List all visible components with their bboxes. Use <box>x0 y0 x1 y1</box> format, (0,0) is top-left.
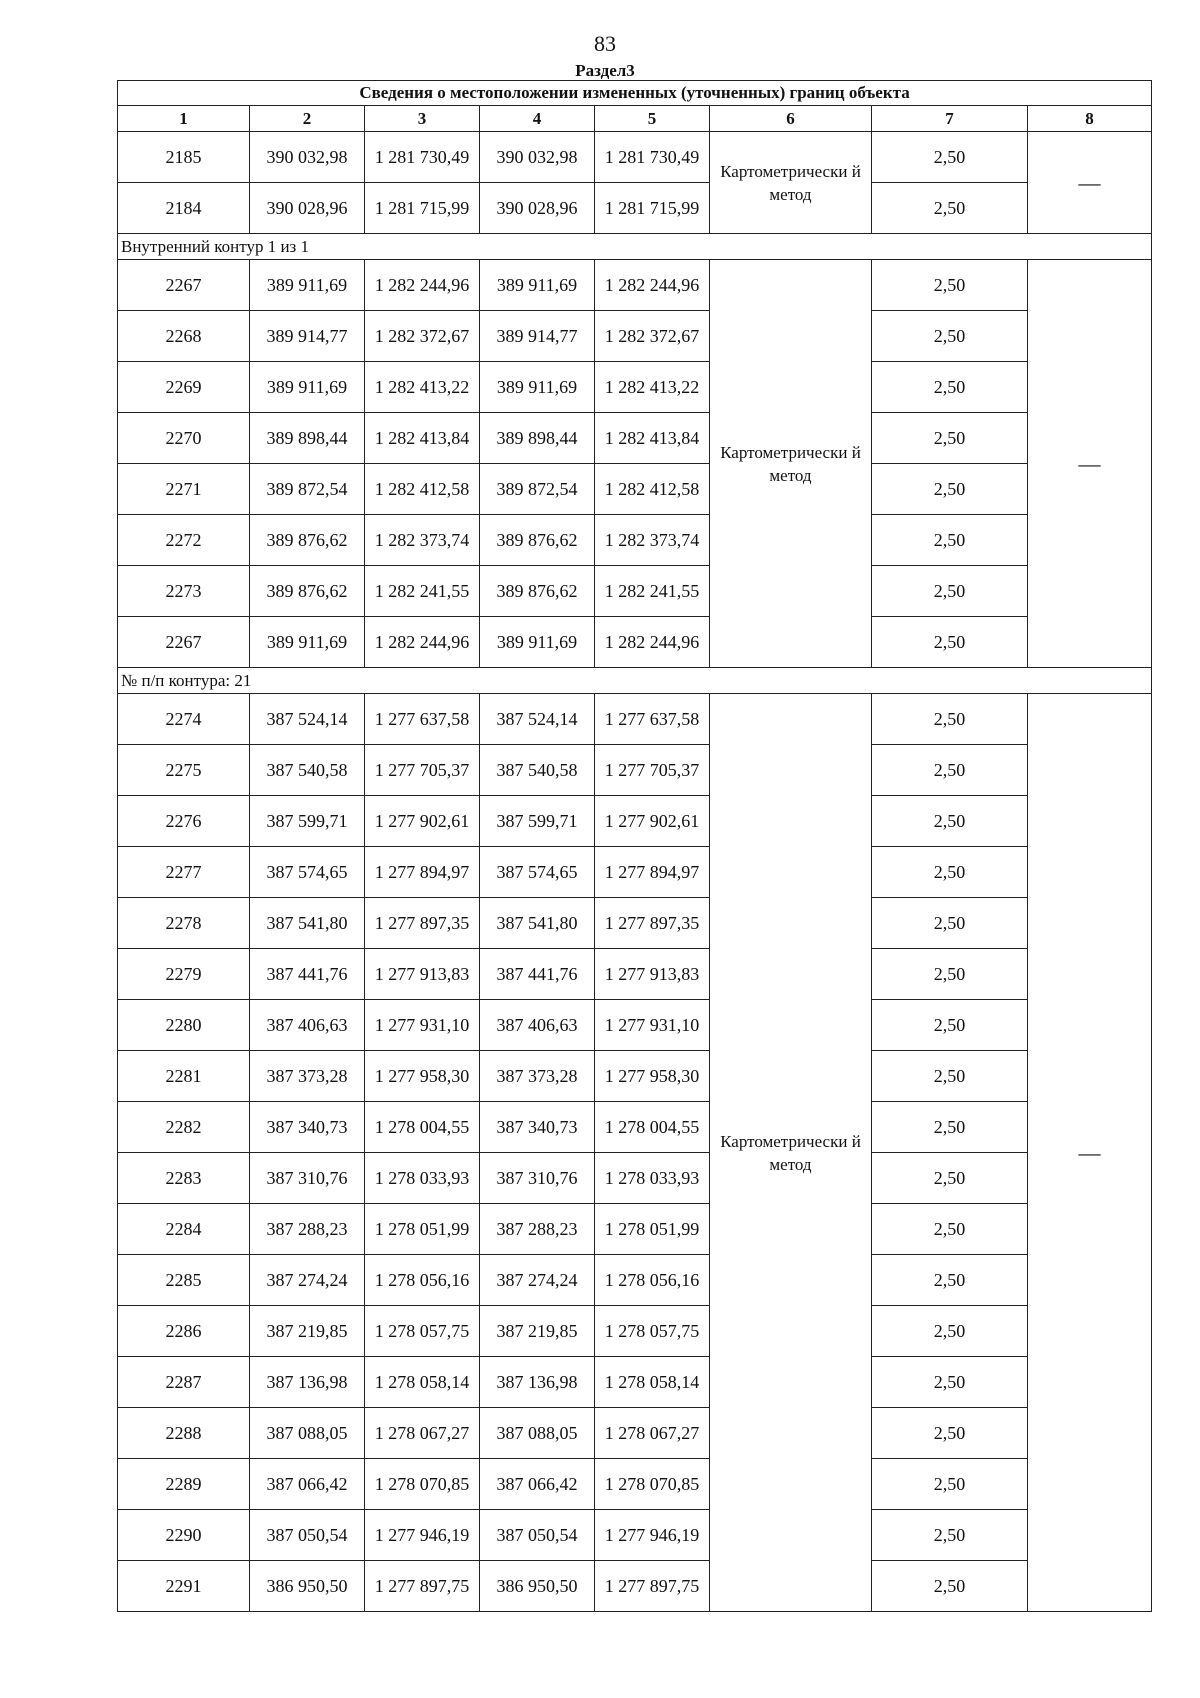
point-number-cell: 2185 <box>118 132 250 183</box>
x-existing-cell: 390 028,96 <box>250 183 365 234</box>
y-existing-cell: 1 282 241,55 <box>365 566 480 617</box>
x-new-cell: 389 876,62 <box>480 515 595 566</box>
x-existing-cell: 387 540,58 <box>250 745 365 796</box>
precision-cell: 2,50 <box>872 1051 1028 1102</box>
table-row <box>118 362 1152 413</box>
y-existing-cell: 1 277 637,58 <box>365 694 480 745</box>
point-number-cell: 2278 <box>118 898 250 949</box>
table-row <box>118 949 1152 1000</box>
y-new-cell: 1 278 056,16 <box>595 1255 710 1306</box>
x-existing-cell: 387 574,65 <box>250 847 365 898</box>
precision-cell: 2,50 <box>872 1510 1028 1561</box>
x-new-cell: 389 911,69 <box>480 260 595 311</box>
table-row <box>118 617 1152 668</box>
table-row <box>118 1204 1152 1255</box>
x-new-cell: 387 088,05 <box>480 1408 595 1459</box>
y-new-cell: 1 277 946,19 <box>595 1510 710 1561</box>
x-new-cell: 387 050,54 <box>480 1510 595 1561</box>
x-existing-cell: 389 911,69 <box>250 362 365 413</box>
column-header-6: 6 <box>710 106 872 132</box>
x-new-cell: 387 219,85 <box>480 1306 595 1357</box>
point-number-cell: 2285 <box>118 1255 250 1306</box>
y-new-cell: 1 277 637,58 <box>595 694 710 745</box>
y-existing-cell: 1 278 057,75 <box>365 1306 480 1357</box>
x-new-cell: 390 028,96 <box>480 183 595 234</box>
x-new-cell: 386 950,50 <box>480 1561 595 1612</box>
precision-cell: 2,50 <box>872 694 1028 745</box>
point-number-cell: 2280 <box>118 1000 250 1051</box>
x-existing-cell: 389 911,69 <box>250 617 365 668</box>
table-row <box>118 898 1152 949</box>
y-new-cell: 1 278 004,55 <box>595 1102 710 1153</box>
precision-cell: 2,50 <box>872 1306 1028 1357</box>
precision-cell: 2,50 <box>872 1153 1028 1204</box>
x-new-cell: 387 373,28 <box>480 1051 595 1102</box>
column-header-4: 4 <box>480 106 595 132</box>
point-number-cell: 2273 <box>118 566 250 617</box>
y-new-cell: 1 278 033,93 <box>595 1153 710 1204</box>
precision-cell: 2,50 <box>872 515 1028 566</box>
y-existing-cell: 1 277 958,30 <box>365 1051 480 1102</box>
x-new-cell: 387 136,98 <box>480 1357 595 1408</box>
precision-cell: 2,50 <box>872 1561 1028 1612</box>
y-existing-cell: 1 281 715,99 <box>365 183 480 234</box>
y-existing-cell: 1 282 412,58 <box>365 464 480 515</box>
x-new-cell: 390 032,98 <box>480 132 595 183</box>
table-row <box>118 1153 1152 1204</box>
section-title: Раздел3 <box>575 61 635 80</box>
column-header-3: 3 <box>365 106 480 132</box>
precision-cell: 2,50 <box>872 1000 1028 1051</box>
point-number-cell: 2272 <box>118 515 250 566</box>
precision-cell: 2,50 <box>872 464 1028 515</box>
point-number-cell: 2288 <box>118 1408 250 1459</box>
point-number-cell: 2281 <box>118 1051 250 1102</box>
table-caption: Сведения о местоположении измененных (уточненных) границ объекта <box>118 81 1152 106</box>
contour-label: Внутренний контур 1 из 1 <box>118 234 1152 260</box>
x-existing-cell: 389 914,77 <box>250 311 365 362</box>
x-new-cell: 387 288,23 <box>480 1204 595 1255</box>
x-new-cell: 387 540,58 <box>480 745 595 796</box>
page-number: 83 <box>594 31 616 56</box>
x-existing-cell: 387 219,85 <box>250 1306 365 1357</box>
precision-cell: 2,50 <box>872 1255 1028 1306</box>
y-new-cell: 1 282 373,74 <box>595 515 710 566</box>
table-row <box>118 796 1152 847</box>
precision-cell: 2,50 <box>872 617 1028 668</box>
y-new-cell: 1 282 412,58 <box>595 464 710 515</box>
y-existing-cell: 1 278 056,16 <box>365 1255 480 1306</box>
x-new-cell: 387 599,71 <box>480 796 595 847</box>
x-existing-cell: 386 950,50 <box>250 1561 365 1612</box>
column-8-dash: — <box>1028 694 1152 1612</box>
boundary-table <box>117 80 1152 1612</box>
x-existing-cell: 390 032,98 <box>250 132 365 183</box>
x-new-cell: 389 911,69 <box>480 362 595 413</box>
x-new-cell: 387 406,63 <box>480 1000 595 1051</box>
y-new-cell: 1 278 057,75 <box>595 1306 710 1357</box>
point-number-cell: 2277 <box>118 847 250 898</box>
y-new-cell: 1 281 730,49 <box>595 132 710 183</box>
y-new-cell: 1 278 070,85 <box>595 1459 710 1510</box>
point-number-cell: 2290 <box>118 1510 250 1561</box>
y-new-cell: 1 277 894,97 <box>595 847 710 898</box>
column-header-7: 7 <box>872 106 1028 132</box>
table-row <box>118 847 1152 898</box>
y-new-cell: 1 277 902,61 <box>595 796 710 847</box>
precision-cell: 2,50 <box>872 796 1028 847</box>
x-existing-cell: 389 872,54 <box>250 464 365 515</box>
point-number-cell: 2287 <box>118 1357 250 1408</box>
y-existing-cell: 1 278 051,99 <box>365 1204 480 1255</box>
precision-cell: 2,50 <box>872 260 1028 311</box>
y-existing-cell: 1 277 902,61 <box>365 796 480 847</box>
x-existing-cell: 387 288,23 <box>250 1204 365 1255</box>
column-8-dash: — <box>1028 132 1152 234</box>
point-number-cell: 2279 <box>118 949 250 1000</box>
table-row <box>118 1357 1152 1408</box>
x-existing-cell: 387 373,28 <box>250 1051 365 1102</box>
precision-cell: 2,50 <box>872 566 1028 617</box>
precision-cell: 2,50 <box>872 898 1028 949</box>
x-existing-cell: 389 876,62 <box>250 566 365 617</box>
x-new-cell: 387 066,42 <box>480 1459 595 1510</box>
y-existing-cell: 1 278 070,85 <box>365 1459 480 1510</box>
y-new-cell: 1 277 897,75 <box>595 1561 710 1612</box>
table-row <box>118 745 1152 796</box>
precision-cell: 2,50 <box>872 949 1028 1000</box>
method-cell: Картометрически й метод <box>710 260 872 668</box>
precision-cell: 2,50 <box>872 1204 1028 1255</box>
x-new-cell: 387 340,73 <box>480 1102 595 1153</box>
table-row <box>118 1510 1152 1561</box>
x-new-cell: 389 872,54 <box>480 464 595 515</box>
y-existing-cell: 1 282 244,96 <box>365 617 480 668</box>
y-new-cell: 1 282 241,55 <box>595 566 710 617</box>
x-existing-cell: 387 441,76 <box>250 949 365 1000</box>
y-new-cell: 1 277 958,30 <box>595 1051 710 1102</box>
table-row <box>118 311 1152 362</box>
y-existing-cell: 1 281 730,49 <box>365 132 480 183</box>
y-existing-cell: 1 277 897,35 <box>365 898 480 949</box>
x-existing-cell: 387 599,71 <box>250 796 365 847</box>
precision-cell: 2,50 <box>872 1408 1028 1459</box>
y-new-cell: 1 282 413,84 <box>595 413 710 464</box>
precision-cell: 2,50 <box>872 847 1028 898</box>
point-number-cell: 2267 <box>118 617 250 668</box>
table-row <box>118 1408 1152 1459</box>
y-existing-cell: 1 278 004,55 <box>365 1102 480 1153</box>
precision-cell: 2,50 <box>872 1459 1028 1510</box>
x-existing-cell: 387 524,14 <box>250 694 365 745</box>
x-existing-cell: 387 310,76 <box>250 1153 365 1204</box>
contour-label: № п/п контура: 21 <box>118 668 1152 694</box>
x-new-cell: 387 541,80 <box>480 898 595 949</box>
y-existing-cell: 1 282 413,84 <box>365 413 480 464</box>
x-new-cell: 389 914,77 <box>480 311 595 362</box>
table-row <box>118 183 1152 234</box>
y-new-cell: 1 282 244,96 <box>595 260 710 311</box>
point-number-cell: 2286 <box>118 1306 250 1357</box>
table-row <box>118 260 1152 311</box>
table-row <box>118 1255 1152 1306</box>
column-header-5: 5 <box>595 106 710 132</box>
point-number-cell: 2270 <box>118 413 250 464</box>
x-new-cell: 387 441,76 <box>480 949 595 1000</box>
x-existing-cell: 387 136,98 <box>250 1357 365 1408</box>
x-existing-cell: 387 541,80 <box>250 898 365 949</box>
point-number-cell: 2269 <box>118 362 250 413</box>
x-existing-cell: 387 088,05 <box>250 1408 365 1459</box>
y-new-cell: 1 278 051,99 <box>595 1204 710 1255</box>
table-row <box>118 515 1152 566</box>
precision-cell: 2,50 <box>872 311 1028 362</box>
method-cell: Картометрически й метод <box>710 132 872 234</box>
precision-cell: 2,50 <box>872 1102 1028 1153</box>
y-existing-cell: 1 278 058,14 <box>365 1357 480 1408</box>
x-existing-cell: 389 876,62 <box>250 515 365 566</box>
x-new-cell: 389 898,44 <box>480 413 595 464</box>
y-new-cell: 1 282 413,22 <box>595 362 710 413</box>
y-new-cell: 1 277 913,83 <box>595 949 710 1000</box>
x-existing-cell: 387 050,54 <box>250 1510 365 1561</box>
table-row <box>118 566 1152 617</box>
point-number-cell: 2289 <box>118 1459 250 1510</box>
y-existing-cell: 1 282 413,22 <box>365 362 480 413</box>
y-new-cell: 1 281 715,99 <box>595 183 710 234</box>
point-number-cell: 2283 <box>118 1153 250 1204</box>
table-row <box>118 1561 1152 1612</box>
y-existing-cell: 1 282 372,67 <box>365 311 480 362</box>
point-number-cell: 2274 <box>118 694 250 745</box>
table-row <box>118 413 1152 464</box>
y-new-cell: 1 277 705,37 <box>595 745 710 796</box>
table-row <box>118 1102 1152 1153</box>
column-header-8: 8 <box>1028 106 1152 132</box>
point-number-cell: 2284 <box>118 1204 250 1255</box>
y-existing-cell: 1 282 244,96 <box>365 260 480 311</box>
x-existing-cell: 389 911,69 <box>250 260 365 311</box>
precision-cell: 2,50 <box>872 413 1028 464</box>
precision-cell: 2,50 <box>872 362 1028 413</box>
x-new-cell: 387 574,65 <box>480 847 595 898</box>
x-existing-cell: 387 274,24 <box>250 1255 365 1306</box>
point-number-cell: 2276 <box>118 796 250 847</box>
y-new-cell: 1 278 067,27 <box>595 1408 710 1459</box>
table-row <box>118 464 1152 515</box>
x-new-cell: 387 274,24 <box>480 1255 595 1306</box>
table-row <box>118 1459 1152 1510</box>
y-existing-cell: 1 277 931,10 <box>365 1000 480 1051</box>
x-existing-cell: 387 406,63 <box>250 1000 365 1051</box>
point-number-cell: 2271 <box>118 464 250 515</box>
table-row <box>118 132 1152 183</box>
point-number-cell: 2282 <box>118 1102 250 1153</box>
column-8-dash: — <box>1028 260 1152 668</box>
y-existing-cell: 1 277 894,97 <box>365 847 480 898</box>
y-new-cell: 1 282 372,67 <box>595 311 710 362</box>
point-number-cell: 2268 <box>118 311 250 362</box>
x-new-cell: 387 310,76 <box>480 1153 595 1204</box>
y-existing-cell: 1 277 913,83 <box>365 949 480 1000</box>
x-new-cell: 387 524,14 <box>480 694 595 745</box>
point-number-cell: 2275 <box>118 745 250 796</box>
y-existing-cell: 1 277 897,75 <box>365 1561 480 1612</box>
point-number-cell: 2267 <box>118 260 250 311</box>
y-existing-cell: 1 278 067,27 <box>365 1408 480 1459</box>
method-cell: Картометрически й метод <box>710 694 872 1612</box>
table-row <box>118 1051 1152 1102</box>
table-row <box>118 1306 1152 1357</box>
y-new-cell: 1 278 058,14 <box>595 1357 710 1408</box>
x-new-cell: 389 876,62 <box>480 566 595 617</box>
y-new-cell: 1 277 931,10 <box>595 1000 710 1051</box>
x-existing-cell: 387 066,42 <box>250 1459 365 1510</box>
point-number-cell: 2184 <box>118 183 250 234</box>
point-number-cell: 2291 <box>118 1561 250 1612</box>
y-existing-cell: 1 278 033,93 <box>365 1153 480 1204</box>
precision-cell: 2,50 <box>872 745 1028 796</box>
y-new-cell: 1 282 244,96 <box>595 617 710 668</box>
precision-cell: 2,50 <box>872 183 1028 234</box>
y-existing-cell: 1 282 373,74 <box>365 515 480 566</box>
column-header-2: 2 <box>250 106 365 132</box>
x-existing-cell: 387 340,73 <box>250 1102 365 1153</box>
precision-cell: 2,50 <box>872 132 1028 183</box>
table-row <box>118 1000 1152 1051</box>
y-existing-cell: 1 277 946,19 <box>365 1510 480 1561</box>
y-new-cell: 1 277 897,35 <box>595 898 710 949</box>
x-new-cell: 389 911,69 <box>480 617 595 668</box>
y-existing-cell: 1 277 705,37 <box>365 745 480 796</box>
x-existing-cell: 389 898,44 <box>250 413 365 464</box>
column-header-1: 1 <box>118 106 250 132</box>
table-row <box>118 694 1152 745</box>
precision-cell: 2,50 <box>872 1357 1028 1408</box>
